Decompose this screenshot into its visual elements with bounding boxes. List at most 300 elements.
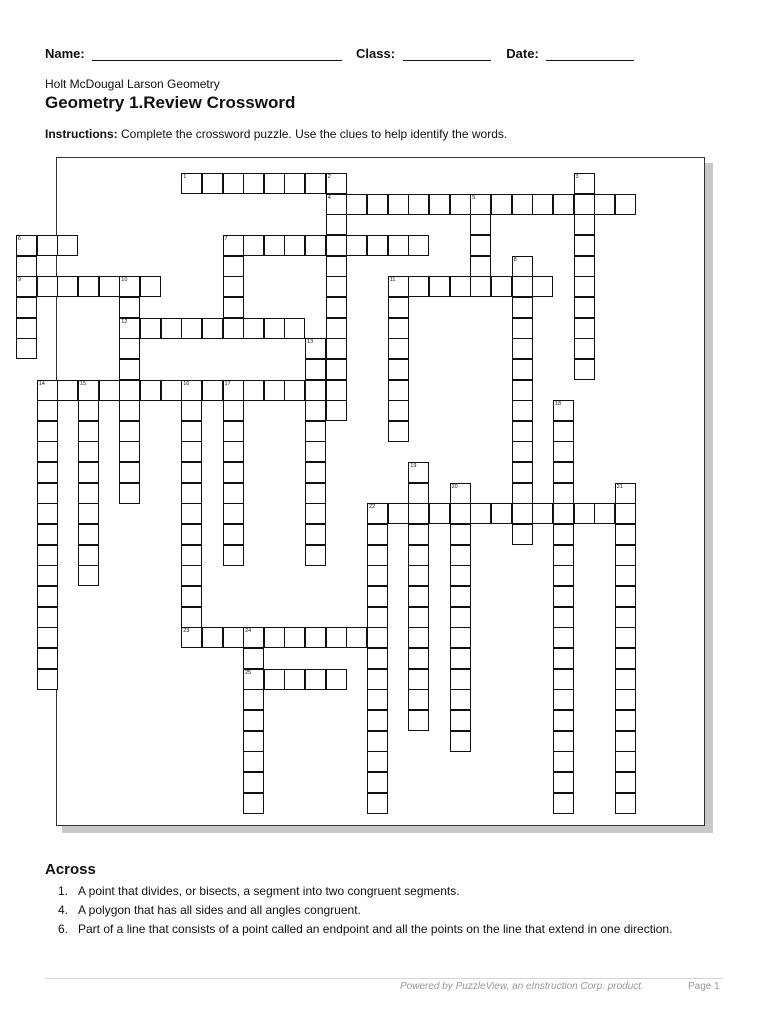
grid-cell[interactable] <box>491 194 512 215</box>
grid-cell[interactable] <box>553 772 574 793</box>
grid-cell[interactable] <box>408 565 429 586</box>
grid-cell[interactable] <box>574 297 595 318</box>
grid-cell[interactable] <box>78 276 99 297</box>
grid-cell[interactable] <box>37 524 58 545</box>
grid-cell[interactable] <box>470 214 491 235</box>
grid-cell[interactable] <box>305 421 326 442</box>
grid-cell[interactable] <box>326 669 347 690</box>
grid-cell[interactable] <box>243 648 264 669</box>
grid-cell[interactable] <box>223 441 244 462</box>
grid-cell[interactable] <box>470 194 491 215</box>
grid-cell[interactable] <box>305 627 326 648</box>
grid-cell[interactable] <box>223 462 244 483</box>
grid-cell[interactable] <box>574 214 595 235</box>
grid-cell[interactable] <box>408 710 429 731</box>
grid-cell[interactable] <box>388 276 409 297</box>
grid-cell[interactable] <box>615 793 636 814</box>
grid-cell[interactable] <box>574 276 595 297</box>
grid-cell[interactable] <box>78 462 99 483</box>
grid-cell[interactable] <box>512 400 533 421</box>
grid-cell[interactable] <box>553 441 574 462</box>
grid-cell[interactable] <box>57 380 78 401</box>
grid-cell[interactable] <box>326 235 347 256</box>
grid-cell[interactable] <box>57 235 78 256</box>
grid-cell[interactable] <box>450 483 471 504</box>
grid-cell[interactable] <box>574 318 595 339</box>
grid-cell[interactable] <box>388 359 409 380</box>
cell-number: 8 <box>513 256 517 263</box>
grid-cell[interactable] <box>615 627 636 648</box>
grid-cell[interactable] <box>223 483 244 504</box>
grid-cell[interactable] <box>16 297 37 318</box>
grid-cell[interactable] <box>553 194 574 215</box>
grid-cell[interactable] <box>574 359 595 380</box>
grid-cell[interactable] <box>223 276 244 297</box>
grid-cell[interactable] <box>367 648 388 669</box>
grid-cell[interactable] <box>450 607 471 628</box>
grid-cell[interactable] <box>305 359 326 380</box>
grid-cell[interactable] <box>305 669 326 690</box>
grid-cell[interactable] <box>326 276 347 297</box>
grid-cell[interactable] <box>181 421 202 442</box>
grid-cell[interactable] <box>78 503 99 524</box>
grid-cell[interactable] <box>388 421 409 442</box>
grid-cell[interactable] <box>305 462 326 483</box>
grid-cell[interactable] <box>615 545 636 566</box>
grid-cell[interactable] <box>119 400 140 421</box>
grid-cell[interactable] <box>553 627 574 648</box>
grid-cell[interactable] <box>181 524 202 545</box>
grid-cell[interactable] <box>367 235 388 256</box>
grid-cell[interactable] <box>326 214 347 235</box>
grid-cell[interactable] <box>37 669 58 690</box>
grid-cell[interactable] <box>429 194 450 215</box>
grid-cell[interactable] <box>119 297 140 318</box>
grid-cell[interactable] <box>99 276 120 297</box>
grid-cell[interactable] <box>57 276 78 297</box>
grid-cell[interactable] <box>512 421 533 442</box>
grid-cell[interactable] <box>37 276 58 297</box>
grid-cell[interactable] <box>450 545 471 566</box>
grid-cell[interactable] <box>367 194 388 215</box>
grid-cell[interactable] <box>512 297 533 318</box>
grid-cell[interactable] <box>223 235 244 256</box>
grid-cell[interactable] <box>512 194 533 215</box>
grid-cell[interactable] <box>326 173 347 194</box>
grid-cell[interactable] <box>367 731 388 752</box>
grid-cell[interactable] <box>408 524 429 545</box>
grid-cell[interactable] <box>450 689 471 710</box>
grid-cell[interactable] <box>470 503 491 524</box>
grid-cell[interactable] <box>388 380 409 401</box>
grid-cell[interactable] <box>264 173 285 194</box>
grid-cell[interactable] <box>470 276 491 297</box>
grid-cell[interactable] <box>264 627 285 648</box>
grid-cell[interactable] <box>119 276 140 297</box>
grid-cell[interactable] <box>408 462 429 483</box>
name-field[interactable] <box>92 46 342 61</box>
grid-cell[interactable] <box>78 524 99 545</box>
grid-cell[interactable] <box>326 380 347 401</box>
grid-cell[interactable] <box>408 235 429 256</box>
grid-cell[interactable] <box>574 503 595 524</box>
grid-cell[interactable] <box>574 194 595 215</box>
grid-cell[interactable] <box>408 276 429 297</box>
grid-cell[interactable] <box>574 256 595 277</box>
grid-cell[interactable] <box>408 483 429 504</box>
grid-cell[interactable] <box>615 607 636 628</box>
grid-cell[interactable] <box>553 524 574 545</box>
footer-credit: Powered by PuzzleView, an eInstruction Corp. product. <box>400 981 644 992</box>
grid-cell[interactable] <box>326 297 347 318</box>
grid-cell[interactable] <box>16 276 37 297</box>
grid-cell[interactable] <box>553 689 574 710</box>
grid-cell[interactable] <box>37 421 58 442</box>
grid-cell[interactable] <box>615 524 636 545</box>
grid-cell[interactable] <box>305 338 326 359</box>
grid-cell[interactable] <box>512 462 533 483</box>
grid-cell[interactable] <box>553 607 574 628</box>
grid-cell[interactable] <box>553 483 574 504</box>
grid-cell[interactable] <box>512 359 533 380</box>
grid-cell[interactable] <box>388 297 409 318</box>
grid-cell[interactable] <box>305 441 326 462</box>
grid-cell[interactable] <box>202 627 223 648</box>
grid-cell[interactable] <box>367 503 388 524</box>
grid-cell[interactable] <box>305 380 326 401</box>
grid-cell[interactable] <box>615 503 636 524</box>
grid-cell[interactable] <box>264 235 285 256</box>
grid-cell[interactable] <box>326 627 347 648</box>
grid-cell[interactable] <box>450 731 471 752</box>
grid-cell[interactable] <box>553 400 574 421</box>
grid-cell[interactable] <box>512 256 533 277</box>
grid-cell[interactable] <box>388 338 409 359</box>
grid-cell[interactable] <box>408 627 429 648</box>
grid-cell[interactable] <box>78 483 99 504</box>
grid-cell[interactable] <box>16 235 37 256</box>
grid-cell[interactable] <box>284 173 305 194</box>
cell-number: 21 <box>616 483 623 490</box>
grid-cell[interactable] <box>367 607 388 628</box>
grid-cell[interactable] <box>429 503 450 524</box>
grid-cell[interactable] <box>553 731 574 752</box>
grid-cell[interactable] <box>615 751 636 772</box>
grid-cell[interactable] <box>181 400 202 421</box>
grid-cell[interactable] <box>326 318 347 339</box>
grid-cell[interactable] <box>264 669 285 690</box>
grid-cell[interactable] <box>346 235 367 256</box>
grid-cell[interactable] <box>346 627 367 648</box>
grid-cell[interactable] <box>78 565 99 586</box>
grid-cell[interactable] <box>367 586 388 607</box>
grid-cell[interactable] <box>574 338 595 359</box>
grid-cell[interactable] <box>326 256 347 277</box>
grid-cell[interactable] <box>181 483 202 504</box>
grid-cell[interactable] <box>553 669 574 690</box>
grid-cell[interactable] <box>78 421 99 442</box>
grid-cell[interactable] <box>615 483 636 504</box>
grid-cell[interactable] <box>181 565 202 586</box>
cell-number: 7 <box>224 235 228 242</box>
grid-cell[interactable] <box>326 359 347 380</box>
grid-cell[interactable] <box>615 731 636 752</box>
grid-cell[interactable] <box>119 421 140 442</box>
grid-cell[interactable] <box>450 586 471 607</box>
grid-cell[interactable] <box>367 793 388 814</box>
grid-cell[interactable] <box>615 194 636 215</box>
grid-cell[interactable] <box>223 400 244 421</box>
grid-cell[interactable] <box>367 545 388 566</box>
grid-cell[interactable] <box>119 338 140 359</box>
grid-cell[interactable] <box>615 648 636 669</box>
grid-cell[interactable] <box>243 318 264 339</box>
grid-cell[interactable] <box>553 565 574 586</box>
grid-cell[interactable] <box>615 689 636 710</box>
grid-cell[interactable] <box>243 751 264 772</box>
grid-cell[interactable] <box>615 586 636 607</box>
grid-cell[interactable] <box>470 235 491 256</box>
class-field[interactable] <box>403 46 491 61</box>
grid-cell[interactable] <box>615 710 636 731</box>
grid-cell[interactable] <box>305 524 326 545</box>
grid-cell[interactable] <box>305 545 326 566</box>
grid-cell[interactable] <box>140 380 161 401</box>
grid-cell[interactable] <box>202 318 223 339</box>
grid-cell[interactable] <box>284 318 305 339</box>
grid-cell[interactable] <box>305 235 326 256</box>
grid-cell[interactable] <box>367 751 388 772</box>
grid-cell[interactable] <box>532 194 553 215</box>
grid-cell[interactable] <box>243 731 264 752</box>
grid-cell[interactable] <box>202 380 223 401</box>
grid-cell[interactable] <box>512 276 533 297</box>
grid-cell[interactable] <box>408 503 429 524</box>
grid-cell[interactable] <box>367 627 388 648</box>
grid-cell[interactable] <box>223 318 244 339</box>
grid-cell[interactable] <box>78 400 99 421</box>
grid-cell[interactable] <box>37 380 58 401</box>
grid-cell[interactable] <box>243 669 264 690</box>
across-clue-list <box>58 884 672 941</box>
grid-cell[interactable] <box>284 380 305 401</box>
grid-cell[interactable] <box>181 380 202 401</box>
grid-cell[interactable] <box>181 586 202 607</box>
grid-cell[interactable] <box>553 503 574 524</box>
grid-cell[interactable] <box>161 318 182 339</box>
grid-cell[interactable] <box>223 545 244 566</box>
grid-cell[interactable] <box>367 772 388 793</box>
grid-cell[interactable] <box>346 194 367 215</box>
grid-cell[interactable] <box>594 194 615 215</box>
grid-cell[interactable] <box>326 338 347 359</box>
grid-cell[interactable] <box>223 503 244 524</box>
date-field[interactable] <box>546 46 634 61</box>
grid-cell[interactable] <box>594 503 615 524</box>
grid-cell[interactable] <box>243 380 264 401</box>
grid-cell[interactable] <box>388 194 409 215</box>
grid-cell[interactable] <box>78 441 99 462</box>
grid-cell[interactable] <box>367 524 388 545</box>
grid-cell[interactable] <box>243 173 264 194</box>
grid-cell[interactable] <box>119 462 140 483</box>
grid-cell[interactable] <box>119 380 140 401</box>
grid-cell[interactable] <box>202 173 223 194</box>
grid-cell[interactable] <box>37 627 58 648</box>
grid-cell[interactable] <box>450 648 471 669</box>
grid-cell[interactable] <box>512 338 533 359</box>
grid-cell[interactable] <box>37 607 58 628</box>
grid-cell[interactable] <box>450 565 471 586</box>
grid-cell[interactable] <box>284 669 305 690</box>
grid-cell[interactable] <box>37 483 58 504</box>
clue-number: 4. <box>58 903 69 917</box>
grid-cell[interactable] <box>140 318 161 339</box>
grid-cell[interactable] <box>553 545 574 566</box>
grid-cell[interactable] <box>16 256 37 277</box>
grid-cell[interactable] <box>408 194 429 215</box>
grid-cell[interactable] <box>532 276 553 297</box>
grid-cell[interactable] <box>615 565 636 586</box>
grid-cell[interactable] <box>223 524 244 545</box>
grid-cell[interactable] <box>512 524 533 545</box>
grid-cell[interactable] <box>119 483 140 504</box>
grid-cell[interactable] <box>429 276 450 297</box>
clue-text: A point that divides, or bisects, a segment into two congruent segments. <box>78 884 460 898</box>
grid-cell[interactable] <box>181 545 202 566</box>
grid-cell[interactable] <box>243 235 264 256</box>
grid-cell[interactable] <box>512 441 533 462</box>
grid-cell[interactable] <box>37 648 58 669</box>
grid-cell[interactable] <box>615 669 636 690</box>
grid-cell[interactable] <box>181 607 202 628</box>
grid-cell[interactable] <box>388 235 409 256</box>
grid-cell[interactable] <box>119 318 140 339</box>
grid-cell[interactable] <box>223 173 244 194</box>
grid-cell[interactable] <box>37 503 58 524</box>
grid-cell[interactable] <box>367 565 388 586</box>
grid-cell[interactable] <box>574 235 595 256</box>
grid-cell[interactable] <box>223 421 244 442</box>
grid-cell[interactable] <box>367 669 388 690</box>
grid-cell[interactable] <box>574 173 595 194</box>
grid-cell[interactable] <box>37 545 58 566</box>
grid-cell[interactable] <box>16 338 37 359</box>
grid-cell[interactable] <box>161 380 182 401</box>
grid-cell[interactable] <box>450 276 471 297</box>
grid-cell[interactable] <box>388 318 409 339</box>
grid-cell[interactable] <box>243 793 264 814</box>
grid-cell[interactable] <box>37 462 58 483</box>
grid-cell[interactable] <box>223 256 244 277</box>
grid-cell[interactable] <box>264 318 285 339</box>
grid-cell[interactable] <box>37 441 58 462</box>
grid-cell[interactable] <box>491 276 512 297</box>
grid-cell[interactable] <box>388 400 409 421</box>
grid-cell[interactable] <box>37 235 58 256</box>
grid-cell[interactable] <box>223 380 244 401</box>
grid-cell[interactable] <box>512 318 533 339</box>
grid-cell[interactable] <box>181 318 202 339</box>
grid-cell[interactable] <box>553 793 574 814</box>
grid-cell[interactable] <box>553 751 574 772</box>
grid-cell[interactable] <box>305 173 326 194</box>
grid-cell[interactable] <box>243 772 264 793</box>
grid-cell[interactable] <box>140 276 161 297</box>
grid-cell[interactable] <box>408 648 429 669</box>
grid-cell[interactable] <box>512 380 533 401</box>
cell-number: 3 <box>575 174 579 180</box>
grid-cell[interactable] <box>367 689 388 710</box>
grid-cell[interactable] <box>491 503 512 524</box>
grid-cell[interactable] <box>181 173 202 194</box>
grid-cell[interactable] <box>223 627 244 648</box>
grid-cell[interactable] <box>181 462 202 483</box>
grid-cell[interactable] <box>450 669 471 690</box>
grid-cell[interactable] <box>181 441 202 462</box>
grid-cell[interactable] <box>450 710 471 731</box>
grid-cell[interactable] <box>37 565 58 586</box>
grid-cell[interactable] <box>181 627 202 648</box>
grid-cell[interactable] <box>450 524 471 545</box>
grid-cell[interactable] <box>305 483 326 504</box>
grid-cell[interactable] <box>408 545 429 566</box>
grid-cell[interactable] <box>408 689 429 710</box>
grid-cell[interactable] <box>223 297 244 318</box>
grid-cell[interactable] <box>408 607 429 628</box>
grid-cell[interactable] <box>326 400 347 421</box>
grid-cell[interactable] <box>512 503 533 524</box>
grid-cell[interactable] <box>99 380 120 401</box>
grid-cell[interactable] <box>305 503 326 524</box>
grid-cell[interactable] <box>553 586 574 607</box>
grid-cell[interactable] <box>181 503 202 524</box>
grid-cell[interactable] <box>553 648 574 669</box>
grid-cell[interactable] <box>16 318 37 339</box>
grid-cell[interactable] <box>553 421 574 442</box>
grid-cell[interactable] <box>37 400 58 421</box>
grid-cell[interactable] <box>470 256 491 277</box>
grid-cell[interactable] <box>408 669 429 690</box>
grid-cell[interactable] <box>553 710 574 731</box>
student-header <box>45 46 634 61</box>
grid-cell[interactable] <box>408 586 429 607</box>
grid-cell[interactable] <box>243 689 264 710</box>
grid-cell[interactable] <box>243 627 264 648</box>
grid-cell[interactable] <box>119 441 140 462</box>
grid-cell[interactable] <box>450 503 471 524</box>
grid-cell[interactable] <box>450 194 471 215</box>
grid-cell[interactable] <box>367 710 388 731</box>
grid-cell[interactable] <box>78 545 99 566</box>
grid-cell[interactable] <box>532 503 553 524</box>
cell-number: 10 <box>121 277 128 284</box>
grid-cell[interactable] <box>388 503 409 524</box>
grid-cell[interactable] <box>615 772 636 793</box>
grid-cell[interactable] <box>119 359 140 380</box>
grid-cell[interactable] <box>512 483 533 504</box>
grid-cell[interactable] <box>284 235 305 256</box>
grid-cell[interactable] <box>450 627 471 648</box>
grid-cell[interactable] <box>553 462 574 483</box>
grid-cell[interactable] <box>37 586 58 607</box>
grid-cell[interactable] <box>78 380 99 401</box>
grid-cell[interactable] <box>284 627 305 648</box>
grid-cell[interactable] <box>326 194 347 215</box>
grid-cell[interactable] <box>243 710 264 731</box>
grid-cell[interactable] <box>305 400 326 421</box>
grid-cell[interactable] <box>264 380 285 401</box>
